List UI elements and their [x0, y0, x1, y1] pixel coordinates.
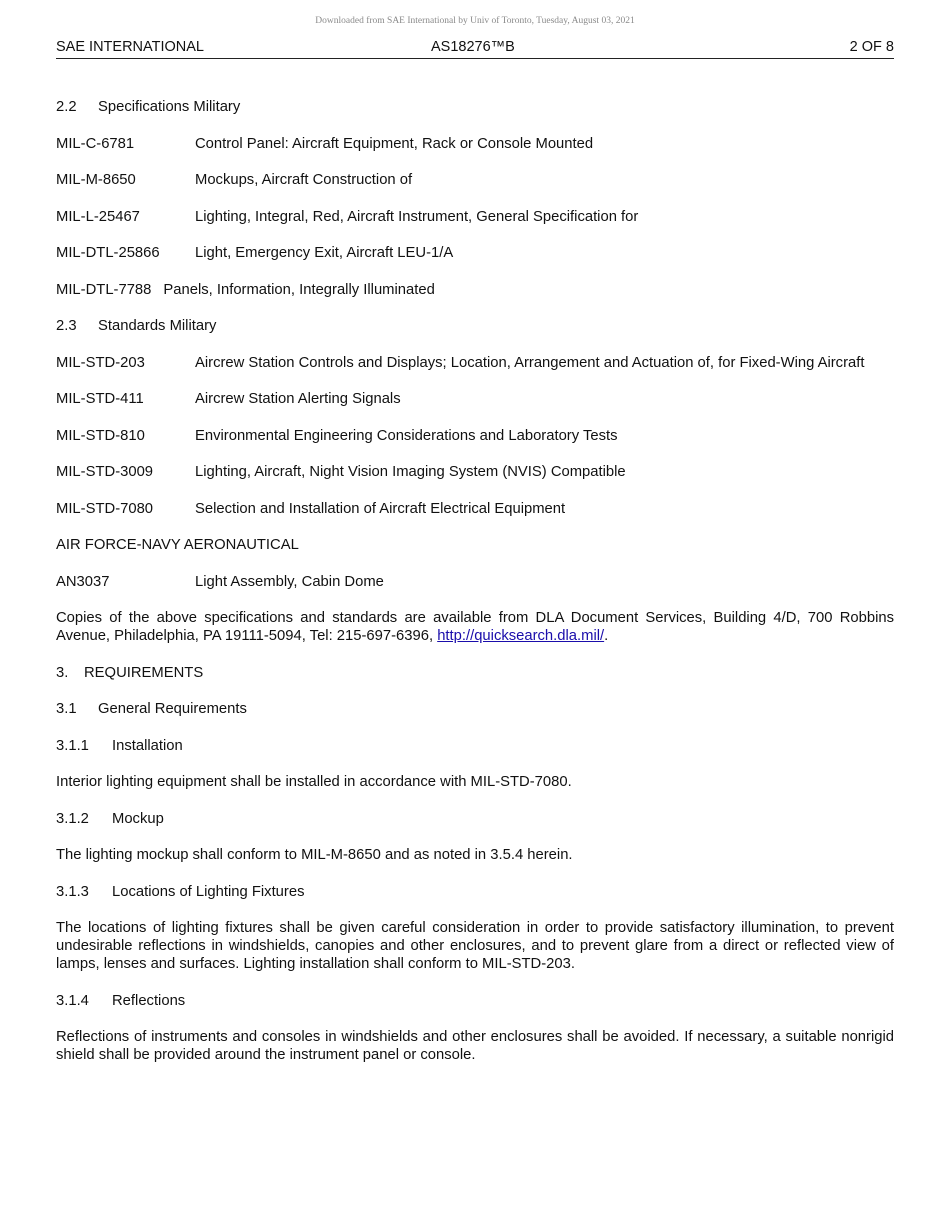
reference-row — [56, 463, 894, 481]
reference-description: Control Panel: Aircraft Equipment, Rack or Console Mounted — [195, 135, 594, 152]
reference-row — [56, 208, 894, 226]
reference-code: MIL-L-25467 — [56, 208, 140, 225]
reference-code: AN3037 — [56, 573, 110, 590]
section-number: 3.1.4 — [56, 992, 89, 1009]
reference-description: Mockups, Aircraft Construction of — [195, 172, 413, 188]
section-title: REQUIREMENTS — [84, 664, 204, 681]
section-3-1-1-heading — [56, 737, 894, 755]
section-2-2-heading — [56, 98, 894, 116]
section-3-1-2-body: The lighting mockup shall conform to MIL-M-8650 and as noted in 3.5.4 herein. — [56, 847, 573, 863]
dla-quicksearch-link[interactable]: http://quicksearch.dla.mil/ — [437, 628, 605, 644]
page-header — [56, 38, 894, 59]
section-title: Specifications Military — [98, 99, 241, 115]
section-3-1-heading — [56, 700, 894, 718]
reference-description: Panels, Information, Integrally Illuminated — [163, 281, 435, 298]
reference-row — [56, 427, 894, 445]
reference-row — [56, 573, 894, 591]
header-org: SAE INTERNATIONAL — [56, 39, 204, 55]
reference-description: Light Assembly, Cabin Dome — [195, 573, 384, 590]
reference-code: MIL-STD-3009 — [56, 464, 154, 480]
reference-row — [56, 135, 894, 153]
reference-description: Light, Emergency Exit, Aircraft LEU-1/A — [195, 245, 454, 261]
section-title: Mockup — [112, 810, 164, 827]
reference-code: MIL-DTL-7788 — [56, 281, 152, 298]
section-3-1-4-body: Reflections of instruments and consoles in windshields and other enclosures shall be avoided. If necessary, a suitable nonrigid shield shall be provided around the instrument panel or console. — [56, 1029, 894, 1063]
reference-description: Aircrew Station Controls and Displays; Location, Arrangement and Actuation of, for Fixed-Wing Aircraft — [195, 354, 865, 371]
header-doc-id: AS18276™B — [431, 39, 515, 55]
section-3-1-3-heading — [56, 883, 894, 901]
reference-description: Aircrew Station Alerting Signals — [195, 391, 401, 407]
section-title: General Requirements — [98, 701, 247, 717]
reference-row — [56, 171, 894, 189]
section-title: Locations of Lighting Fixtures — [112, 883, 305, 900]
af-navy-heading: AIR FORCE-NAVY AERONAUTICAL — [56, 537, 299, 553]
reference-row — [56, 390, 894, 408]
header-page-number: 2 OF 8 — [849, 39, 894, 55]
reference-description: Environmental Engineering Considerations and Laboratory Tests — [195, 427, 618, 444]
section-number: 3.1.1 — [56, 737, 89, 754]
section-3-heading — [56, 664, 894, 682]
section-title: Standards Military — [98, 318, 217, 334]
document-body — [56, 98, 894, 1083]
reference-code: MIL-STD-810 — [56, 427, 145, 444]
reference-description: Lighting, Aircraft, Night Vision Imaging System (NVIS) Compatible — [195, 464, 626, 480]
section-3-1-3-body: The locations of lighting fixtures shall be given careful consideration in order to provide satisfactory illumination, to prevent undesirable reflections in windshields, canopies and other enclosures, and to prevent glare from a direct or reflected view of lamps, lenses and surfaces. Lighting installation shall conform to MIL-STD-203. — [56, 920, 894, 972]
reference-description: Selection and Installation of Aircraft Electrical Equipment — [195, 500, 566, 517]
section-number: 3. — [56, 664, 69, 681]
download-watermark: Downloaded from SAE International by Univ of Toronto, Tuesday, August 03, 2021 — [315, 16, 635, 26]
copies-availability-paragraph — [56, 609, 894, 645]
copies-end: . — [604, 628, 609, 644]
copies-text: Copies of the above specifications and standards are available from DLA Document Services, Building 4/D, 700 Robbins Avenue, Philadelphia, PA 19111-5094, Tel: 215-697-6396, — [56, 610, 894, 644]
reference-code: MIL-STD-411 — [56, 391, 144, 407]
reference-code: MIL-M-8650 — [56, 172, 136, 188]
reference-code: MIL-STD-203 — [56, 354, 145, 371]
section-2-3-heading — [56, 317, 894, 335]
reference-code: MIL-STD-7080 — [56, 500, 154, 517]
reference-row — [56, 244, 894, 262]
section-3-1-1-body: Interior lighting equipment shall be installed in accordance with MIL-STD-7080. — [56, 774, 572, 790]
reference-row — [56, 281, 894, 299]
section-title: Installation — [112, 737, 183, 754]
section-number: 3.1 — [56, 701, 77, 717]
section-3-1-4-heading — [56, 992, 894, 1010]
section-title: Reflections — [112, 992, 186, 1009]
section-number: 3.1.3 — [56, 883, 89, 900]
reference-code: MIL-C-6781 — [56, 135, 135, 152]
section-3-1-2-heading — [56, 810, 894, 828]
section-number: 2.3 — [56, 318, 77, 334]
reference-description: Lighting, Integral, Red, Aircraft Instrument, General Specification for — [195, 208, 639, 225]
section-number: 2.2 — [56, 99, 77, 115]
reference-row — [56, 500, 894, 518]
reference-code: MIL-DTL-25866 — [56, 245, 160, 261]
reference-row — [56, 354, 894, 372]
section-number: 3.1.2 — [56, 810, 89, 827]
